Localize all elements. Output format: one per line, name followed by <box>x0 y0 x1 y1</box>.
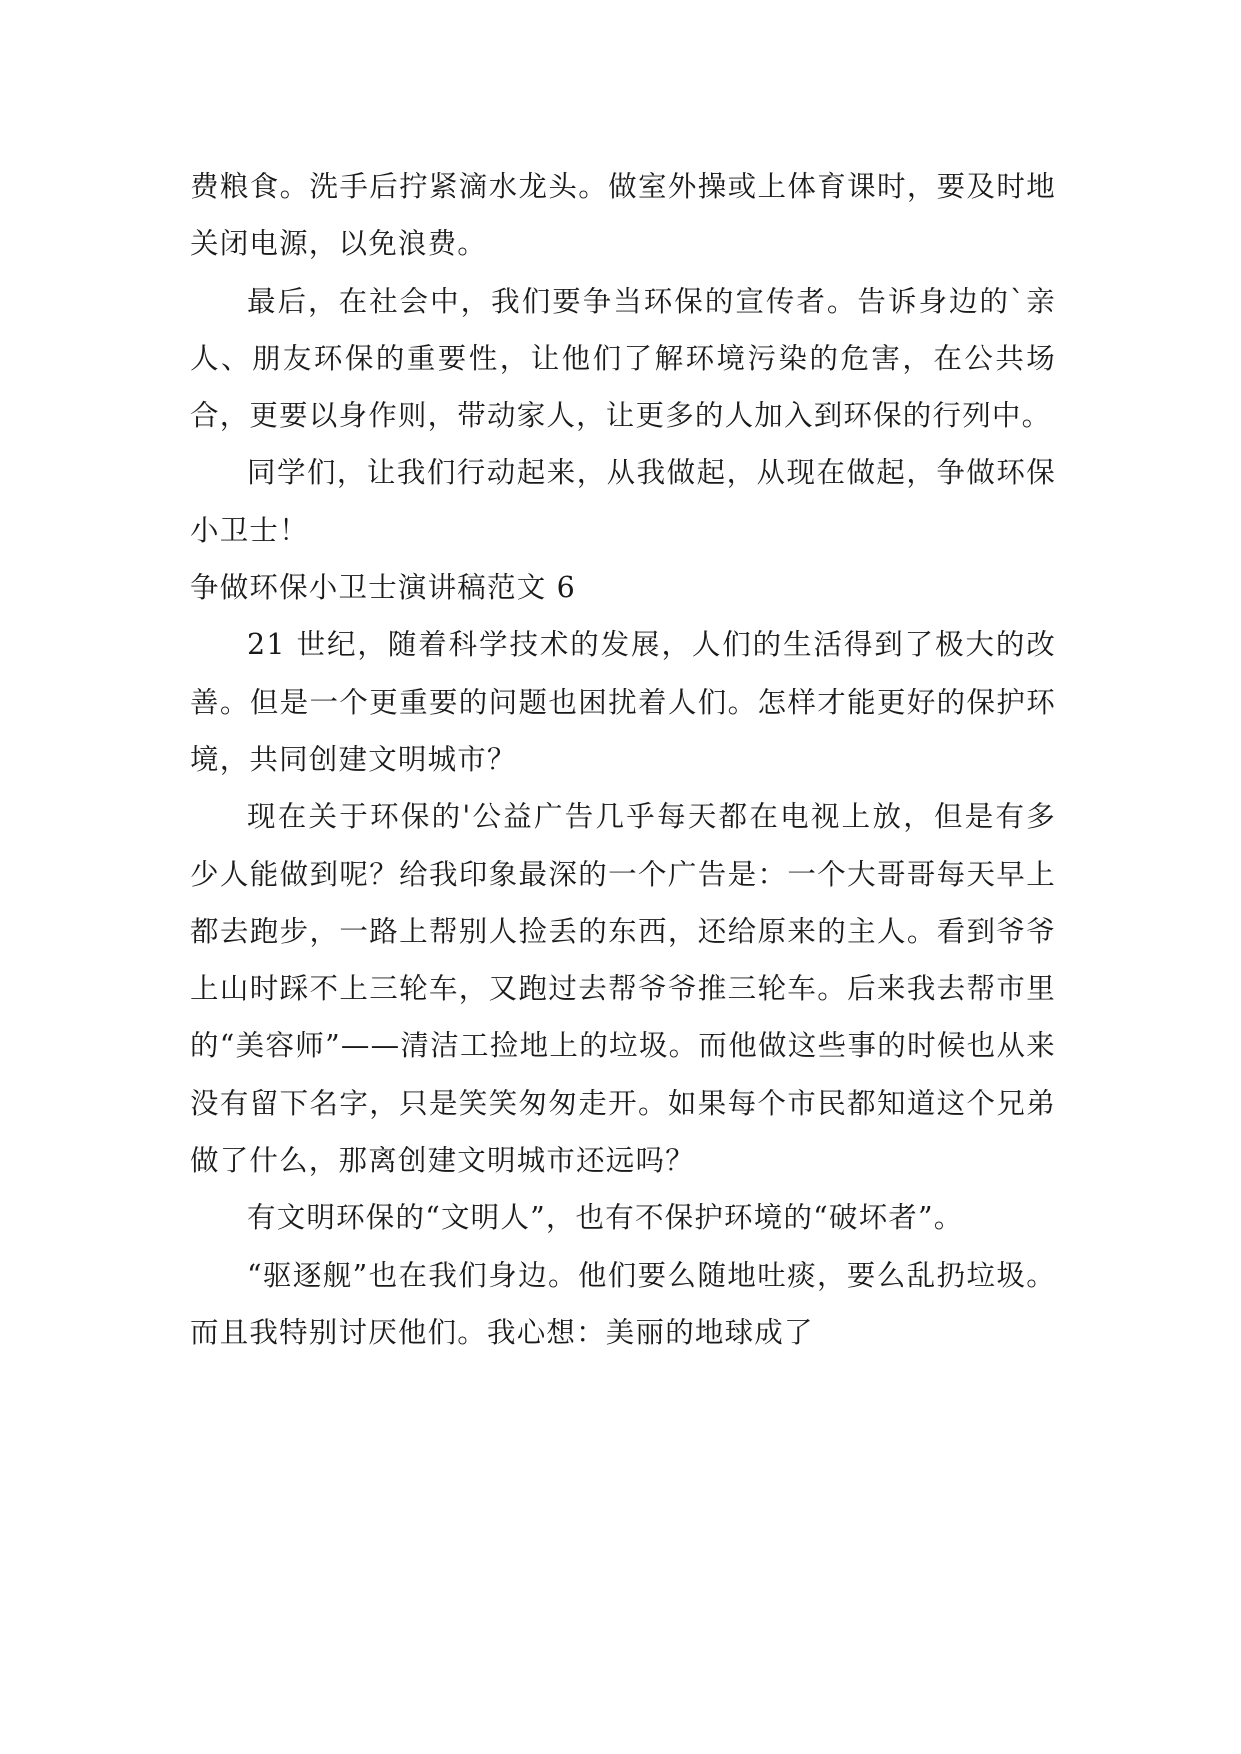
paragraph-civilized-people: 有文明环保的“文明人”，也有不保护环境的“破坏者”。 <box>247 1201 964 1235</box>
paragraph-21st-century: 21 世纪，随着科学技术的发展，人们的生活得到了极大的改善。但是一个更重要的问题也困扰着人们。怎样才能更好的保护环境，共同创建文明城市？ <box>190 628 1056 776</box>
paragraph-call-to-action: 同学们，让我们行动起来，从我做起，从现在做起，争做环保小卫士！ <box>190 456 1056 547</box>
paragraph-environment-advocate: 最后，在社会中，我们要争当环保的宣传者。告诉身边的`亲人、朋友环保的重要性，让他们了解环境污染的危害，在公共场合，更要以身作则，带动家人，让更多的人加入到环保的行列中。 <box>190 284 1056 433</box>
document-body <box>190 158 1056 1361</box>
paragraph-destroyers: “驱逐舰”也在我们身边。他们要么随地吐痰，要么乱扔垃圾。而且我特别讨厌他们。我心想：美丽的地球成了 <box>190 1258 1056 1349</box>
section-heading: 争做环保小卫士演讲稿范文 6 <box>190 571 576 605</box>
paragraph-public-ads: 现在关于环保的'公益广告几乎每天都在电视上放，但是有多少人能做到呢？给我印象最深的一个广告是：一个大哥哥每天早上都去跑步，一路上帮别人捡丢的东西，还给原来的主人。看到爷爷上山时踩不上三轮车，又跑过去帮爷爷推三轮车。后来我去帮市里的“美容师”——清洁工捡地上的垃圾。而他做这些事的时候也从来没有留下名字，只是笑笑匆匆走开。如果每个市民都知道这个兄弟做了什么，那离创建文明城市还远吗？ <box>190 800 1056 1178</box>
paragraph-continuation: 费粮食。洗手后拧紧滴水龙头。做室外操或上体育课时，要及时地关闭电源，以免浪费。 <box>190 170 1056 261</box>
